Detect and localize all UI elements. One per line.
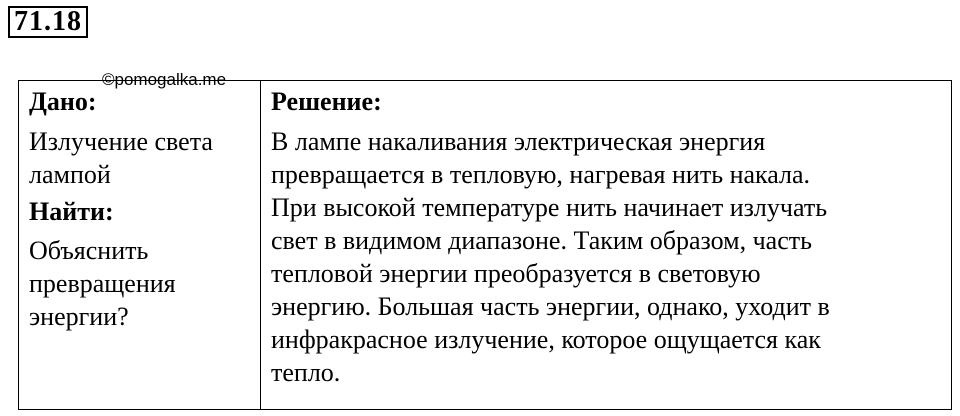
given-column — [19, 81, 261, 409]
task-table — [18, 80, 952, 410]
given-line: Излучение света — [29, 127, 213, 156]
given-heading: Дано: — [29, 87, 97, 116]
solution-line: энергию. Большая часть энергии, однако, уходит в — [271, 292, 830, 321]
solution-line: тепловой энергии преобразуется в световую — [271, 259, 761, 288]
watermark: ©pomogalka.me — [102, 70, 227, 89]
find-line: Объяснить — [29, 236, 149, 265]
solution-heading: Решение: — [271, 87, 382, 116]
solution-line: свет в видимом диапазоне. Таким образом, часть — [271, 226, 812, 255]
solution-line: превращается в тепловую, нагревая нить накала. — [271, 160, 811, 189]
solution-line: инфракрасное излучение, которое ощущается как — [271, 325, 821, 354]
find-line: превращения — [29, 269, 176, 298]
find-line: энергии? — [29, 302, 129, 331]
given-text — [29, 125, 260, 191]
find-heading: Найти: — [29, 197, 114, 226]
solution-column — [261, 81, 951, 409]
given-line: лампой — [29, 160, 111, 189]
solution-line: тепло. — [271, 358, 341, 387]
solution-text — [271, 125, 951, 389]
find-text — [29, 234, 260, 333]
solution-line: При высокой температуре нить начинает излучать — [271, 193, 828, 222]
solution-line: В лампе накаливания электрическая энергия — [271, 127, 766, 156]
problem-number: 71.18 — [8, 6, 88, 38]
